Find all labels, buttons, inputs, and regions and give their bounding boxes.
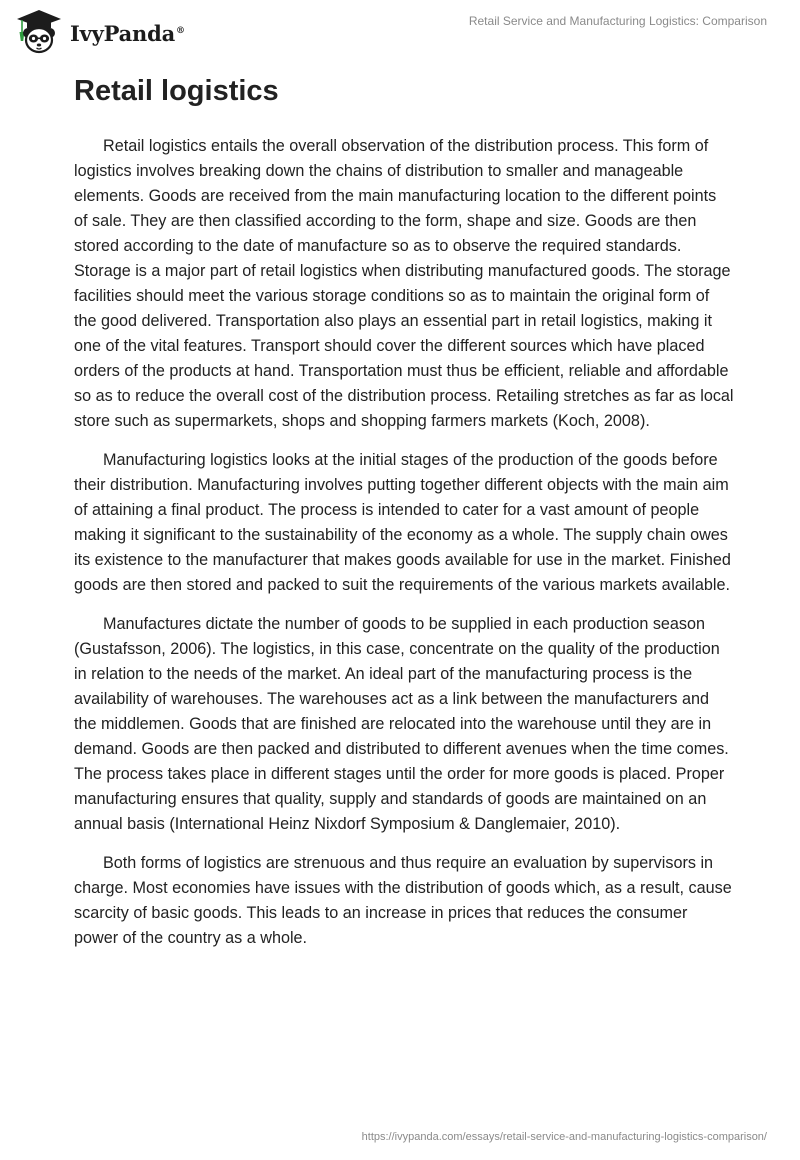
page-header bbox=[0, 0, 800, 60]
brand-logo[interactable] bbox=[14, 8, 185, 54]
paragraph-manufacturing-logistics: Manufacturing logistics looks at the initial stages of the production of the goods before their distribution. Manufacturing involves putting together different objects with the main aim of attaining a final product. The process is intended to cater for a vast amount of people making it significant to the sustainability of the economy as a whole. The supply chain owes its existence to the manufacturer that makes goods available for use in the market. Finished goods are then stored and packed to suit the requirements of the various markets available. bbox=[74, 451, 731, 594]
article-content bbox=[74, 72, 734, 965]
brand-name-text: IvyPanda bbox=[70, 20, 176, 46]
paragraph-retail-logistics: Retail logistics entails the overall observation of the distribution process. This form of logistics involves breaking down the chains of distribution to smaller and manageable elements. Goods are received from the main manufacturing location to the different points of sale. They are then classified according to the form, shape and size. Goods are then stored according to the date of manufacture so as to observe the required standards. Storage is a major part of retail logistics when distributing manufactured goods. The storage facilities should meet the various storage conditions so as to maintain the original form of the good delivered. Transportation also plays an essential part in retail logistics, making it one of the vital features. Transport should cover the different sources which have placed orders of the products at hand. Transportation must thus be efficient, reliable and affordable so as to reduce the overall cost of the distribution process. Retailing stretches as far as local store such as supermarkets, shops and shopping farmers markets (Koch, 2008). bbox=[74, 137, 734, 430]
source-url[interactable]: https://ivypanda.com/essays/retail-service-and-manufacturing-logistics-comparison/ bbox=[361, 1131, 767, 1143]
paragraph-manufactures-dictate: Manufactures dictate the number of goods to be supplied in each production season (Gustafsson, 2006). The logistics, in this case, concentrate on the quality of the production in relation to the needs of the market. An ideal part of the manufacturing process is the availability of warehouses. The warehouses act as a link between the manufacturers and the middlemen. Goods that are finished are relocated into the warehouse until they are in demand. Goods are then packed and distributed to different avenues when the time comes. The process takes place in different stages until the order for more goods is placed. Proper manufacturing ensures that quality, supply and standards of goods are maintained on an annual basis (International Heinz Nixdorf Symposium & Danglemaier, 2010). bbox=[74, 615, 729, 833]
brand-name bbox=[70, 21, 185, 46]
panda-graduate-icon bbox=[14, 8, 64, 54]
document-title: Retail Service and Manufacturing Logistics: Comparison bbox=[468, 14, 767, 28]
brand-registered-mark: ® bbox=[176, 25, 185, 36]
section-heading: Retail logistics bbox=[74, 75, 279, 107]
paragraph-conclusion: Both forms of logistics are strenuous and thus require an evaluation by supervisors in charge. Most economies have issues with the distribution of goods which, as a result, cause scarcity of basic goods. This leads to an increase in prices that reduces the consumer power of the country as a whole. bbox=[74, 854, 732, 947]
